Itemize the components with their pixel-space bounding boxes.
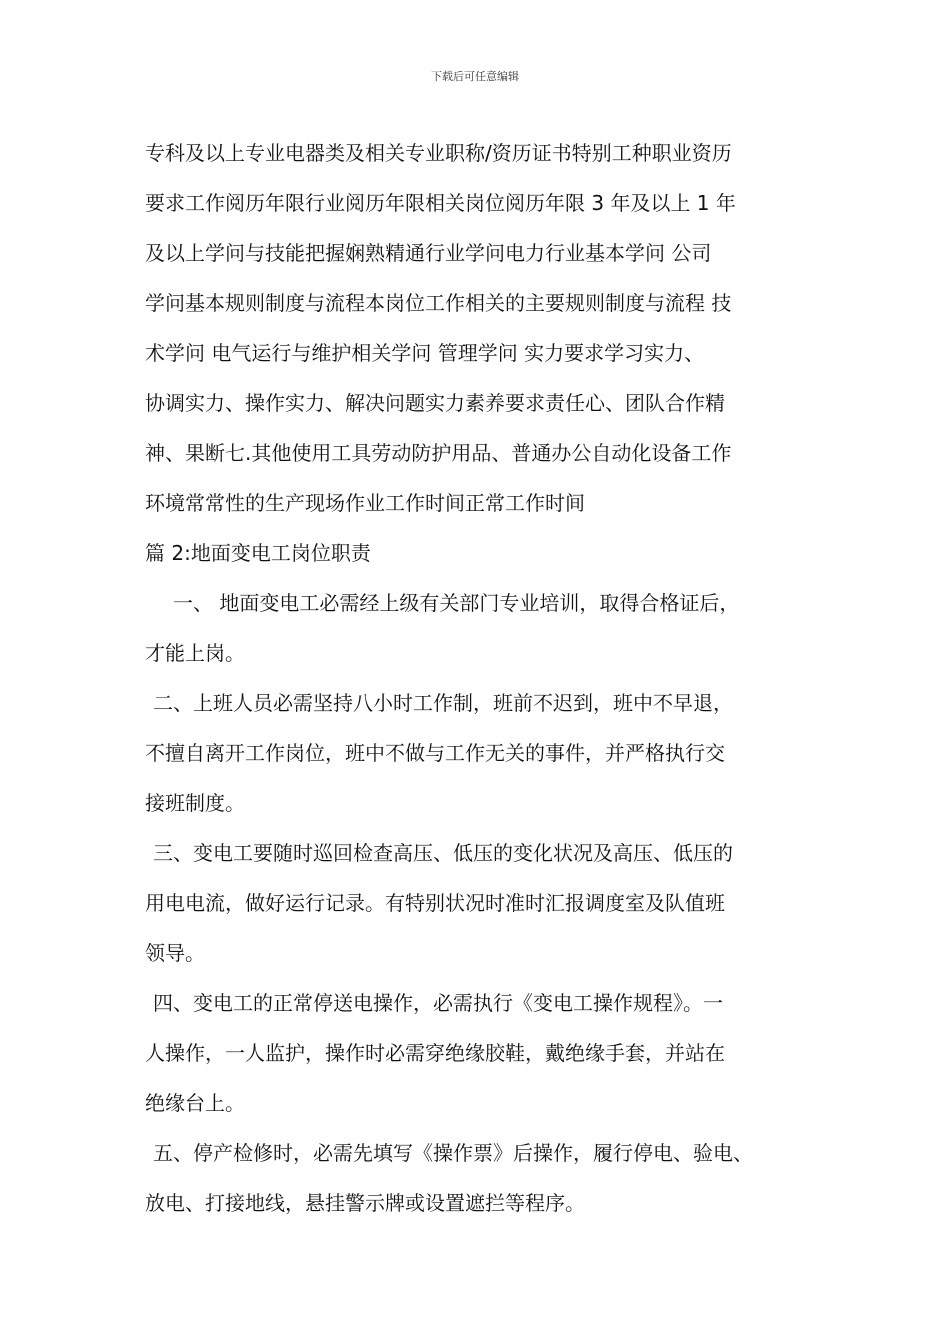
- body-line: 学问基本规则制度与流程本岗位工作相关的主要规则制度与流程 技: [145, 291, 732, 315]
- list-item-first-line: 五、停产检修时，必需先填写《操作票》后操作，履行停电、验电、: [153, 1141, 753, 1165]
- list-item-line: 才能上岗。: [145, 641, 245, 665]
- list-item-line: 人操作，一人监护，操作时必需穿绝缘胶鞋，戴绝缘手套，并站在: [145, 1041, 725, 1065]
- body-line: 神、果断七.其他使用工具劳动防护用品、普通办公自动化设备工作: [145, 441, 732, 465]
- body-line: 环境常常性的生产现场作业工作时间正常工作时间: [145, 491, 585, 515]
- list-item-line: 放电、打接地线，悬挂警示牌或设置遮拦等程序。: [145, 1191, 585, 1215]
- list-item-line: 用电电流，做好运行记录。有特别状况时准时汇报调度室及队值班: [145, 891, 725, 915]
- page-header: 下载后可任意编辑: [431, 70, 519, 83]
- list-item-line: 接班制度。: [145, 791, 245, 815]
- section-title: 篇 2:地面变电工岗位职责: [145, 541, 371, 565]
- body-line: 专科及以上专业电器类及相关专业职称/资历证书特别工种职业资历: [145, 141, 732, 165]
- body-line: 术学问 电气运行与维护相关学问 管理学问 实力要求学习实力、: [145, 341, 705, 365]
- list-item-first-line: 一、 地面变电工必需经上级有关部门专业培训，取得合格证后，: [173, 591, 740, 615]
- body-line: 要求工作阅历年限行业阅历年限相关岗位阅历年限 3 年及以上 1 年: [145, 191, 736, 215]
- body-line: 及以上学问与技能把握娴熟精通行业学问电力行业基本学问 公司: [145, 241, 712, 265]
- body-line: 协调实力、操作实力、解决问题实力素养要求责任心、团队合作精: [145, 391, 725, 415]
- list-item-first-line: 三、变电工要随时巡回检查高压、低压的变化状况及高压、低压的: [153, 841, 733, 865]
- list-item-line: 领导。: [145, 941, 205, 965]
- list-item-first-line: 二、上班人员必需坚持八小时工作制，班前不迟到，班中不早退，: [153, 691, 733, 715]
- document-body: [145, 128, 825, 1228]
- list-item-line: 不擅自离开工作岗位，班中不做与工作无关的事件，并严格执行交: [145, 741, 725, 765]
- list-item-line: 绝缘台上。: [145, 1091, 245, 1115]
- list-item-first-line: 四、变电工的正常停送电操作，必需执行《变电工操作规程》。一: [153, 991, 723, 1015]
